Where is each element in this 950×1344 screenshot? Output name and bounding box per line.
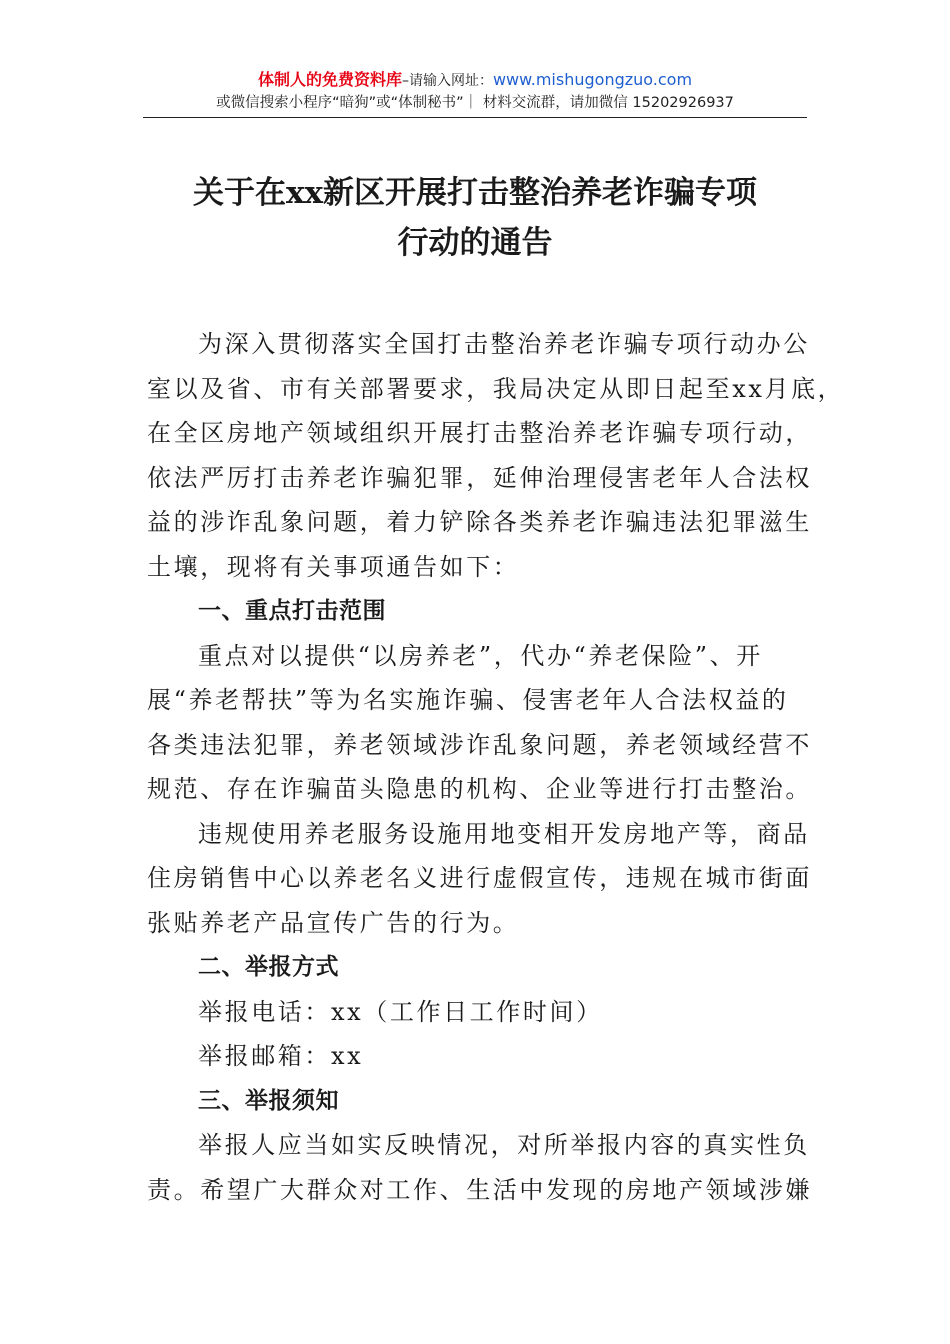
paragraph-line: 举报人应当如实反映情况，对所举报内容的真实性负 bbox=[198, 1131, 810, 1159]
paragraph-line: 张贴养老产品宣传广告的行为。 bbox=[147, 908, 520, 937]
paragraph-line: 益的涉诈乱象问题，着力铲除各类养老诈骗违法犯罪滋生 bbox=[147, 508, 812, 536]
brand-text: 体制人的免费资料库 bbox=[257, 70, 402, 89]
paragraph-line: 住房销售中心以养老名义进行虚假宣传，违规在城市街面 bbox=[147, 864, 812, 892]
paragraph-line: 在全区房地产领域组织开展打击整治养老诈骗专项行动， bbox=[147, 419, 812, 447]
title-line: 行动的通告 bbox=[397, 225, 553, 261]
website-link[interactable]: www.mishugongzuo.com bbox=[492, 70, 693, 89]
paragraph-line: 依法严厉打击养老诈骗犯罪，延伸治理侵害老年人合法权 bbox=[147, 463, 812, 492]
header-contact-line: 或微信搜索小程序“暗狗”或“体制秘书”｜ 材料交流群，请加微信 15202926937 bbox=[216, 95, 734, 111]
title-line: 关于在xx新区开展打击整治养老诈骗专项 bbox=[193, 175, 757, 211]
paragraph-line: 为深入贯彻落实全国打击整治养老诈骗专项行动办公 bbox=[198, 330, 810, 358]
document-body bbox=[147, 322, 845, 1212]
section-heading-2: 二、举报方式 bbox=[198, 954, 339, 980]
section-heading-3: 三、举报须知 bbox=[198, 1087, 339, 1114]
section-heading-1: 一、重点打击范围 bbox=[198, 598, 386, 624]
paragraph-line: 责。希望广大群众对工作、生活中发现的房地产领域涉嫌 bbox=[147, 1175, 812, 1204]
paragraph-line: 违规使用养老服务设施用地变相开发房地产等，商品 bbox=[198, 819, 810, 848]
header-divider bbox=[143, 117, 807, 118]
header-promo-line bbox=[143, 68, 807, 92]
paragraph-line: 规范、存在诈骗苗头隐患的机构、企业等进行打击整治。 bbox=[147, 775, 812, 803]
paragraph-line: 重点对以提供“以房养老”，代办“养老保险”、开 bbox=[198, 641, 763, 670]
paragraph-line: 室以及省、市有关部署要求，我局决定从即日起至xx月底， bbox=[147, 374, 845, 403]
page-header bbox=[143, 68, 807, 114]
paragraph-line: 展“养老帮扶”等为名实施诈骗、侵害老年人合法权益的 bbox=[147, 686, 789, 714]
url-prompt: –请输入网址： bbox=[401, 73, 493, 89]
report-email: 举报邮箱：xx bbox=[198, 1042, 364, 1070]
document-title bbox=[130, 168, 820, 268]
report-phone: 举报电话：xx（工作日工作时间） bbox=[198, 997, 603, 1026]
paragraph-line: 土壤，现将有关事项通告如下： bbox=[147, 552, 520, 581]
paragraph-line: 各类违法犯罪，养老领域涉诈乱象问题，养老领域经营不 bbox=[147, 730, 812, 759]
